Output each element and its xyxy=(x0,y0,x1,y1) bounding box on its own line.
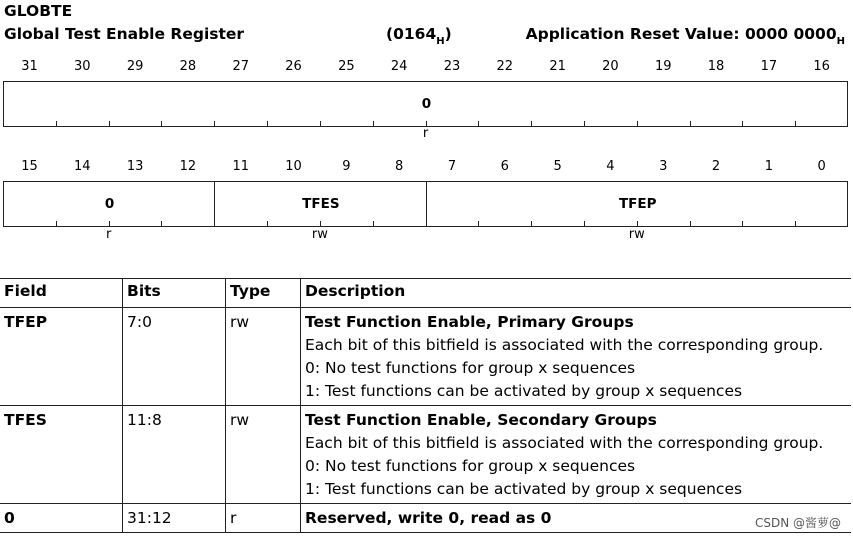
field-bits: 11:8 xyxy=(123,406,226,504)
field-access-type: r xyxy=(422,126,429,141)
bit-number: 4 xyxy=(606,159,615,174)
bit-number: 31 xyxy=(21,59,38,74)
bit-number: 19 xyxy=(654,59,672,74)
bit-number: 10 xyxy=(285,159,302,174)
bit-number: 29 xyxy=(126,59,144,74)
bit-number: 11 xyxy=(232,159,250,174)
table-row xyxy=(0,406,851,504)
description-line: 1: Test functions can be activated by group x sequences xyxy=(305,382,743,400)
bit-number: 14 xyxy=(74,159,91,174)
register-field: 0 xyxy=(421,96,432,112)
field-bits: 31:12 xyxy=(123,504,226,533)
bit-number: 21 xyxy=(549,59,566,74)
header-description: Description xyxy=(301,279,852,308)
bit-number: 13 xyxy=(126,159,144,174)
description-line: 0: No test functions for group x sequences xyxy=(305,457,636,475)
register-short-name: GLOBTE xyxy=(4,2,73,20)
bit-number: 18 xyxy=(707,59,725,74)
bit-number: 7 xyxy=(447,159,457,174)
bit-number: 23 xyxy=(443,59,461,74)
description-title: Reserved, write 0, read as 0 xyxy=(305,509,552,527)
description-line: Each bit of this bitfield is associated with the corresponding group. xyxy=(305,336,824,354)
bit-number: 1 xyxy=(764,159,774,174)
table-row xyxy=(0,308,851,406)
bit-number: 20 xyxy=(602,59,619,74)
register-row-high xyxy=(3,81,848,127)
bit-number: 27 xyxy=(232,59,250,74)
register-long-name: Global Test Enable Register xyxy=(4,25,245,43)
bit-number: 17 xyxy=(760,59,778,74)
bit-number: 24 xyxy=(390,59,408,74)
register-field: 0 xyxy=(104,196,115,212)
field-name: 0 xyxy=(0,504,123,533)
field-access-type: r xyxy=(105,227,112,242)
bit-number: 26 xyxy=(285,59,302,74)
field-description xyxy=(301,406,852,504)
field-name: TFES xyxy=(0,406,123,504)
bit-number: 6 xyxy=(500,159,509,174)
header-type: Type xyxy=(226,279,301,308)
bit-number: 16 xyxy=(813,59,830,74)
bit-number: 12 xyxy=(179,159,197,174)
bit-number: 30 xyxy=(74,59,91,74)
field-bits: 7:0 xyxy=(123,308,226,406)
field-access-type: rw xyxy=(311,227,328,242)
bit-number: 25 xyxy=(338,59,355,74)
bit-number: 0 xyxy=(817,159,826,174)
register-field: TFES xyxy=(302,196,340,212)
register-field: TFEP xyxy=(618,196,657,212)
bit-number: 28 xyxy=(179,59,197,74)
field-type: rw xyxy=(226,308,301,406)
register-row-low xyxy=(3,181,848,227)
field-access-type: rw xyxy=(628,227,645,242)
table-row xyxy=(0,504,851,533)
description-line: Each bit of this bitfield is associated with the corresponding group. xyxy=(305,434,824,452)
field-type: rw xyxy=(226,406,301,504)
bit-number: 3 xyxy=(659,159,668,174)
field-name: TFEP xyxy=(0,308,123,406)
bit-number: 9 xyxy=(342,159,351,174)
bit-number: 15 xyxy=(21,159,38,174)
table-header-row xyxy=(0,279,851,308)
description-title: Test Function Enable, Primary Groups xyxy=(305,313,634,331)
header-bits: Bits xyxy=(123,279,226,308)
bit-number: 5 xyxy=(553,159,562,174)
field-description xyxy=(301,308,852,406)
description-title: Test Function Enable, Secondary Groups xyxy=(305,411,657,429)
reset-value: Application Reset Value: 0000 $0000_H$ xyxy=(525,25,845,47)
bit-number: 22 xyxy=(496,59,514,74)
field-table xyxy=(0,278,851,533)
bit-number: 2 xyxy=(711,159,721,174)
field-type: r xyxy=(226,504,301,533)
description-line: 0: No test functions for group x sequences xyxy=(305,359,636,377)
register-offset: $(0164_H)$ xyxy=(386,25,452,47)
watermark: CSDN @酱萝@ xyxy=(754,516,841,530)
description-line: 1: Test functions can be activated by group x sequences xyxy=(305,480,743,498)
header-field: Field xyxy=(0,279,123,308)
bit-number: 8 xyxy=(395,159,404,174)
